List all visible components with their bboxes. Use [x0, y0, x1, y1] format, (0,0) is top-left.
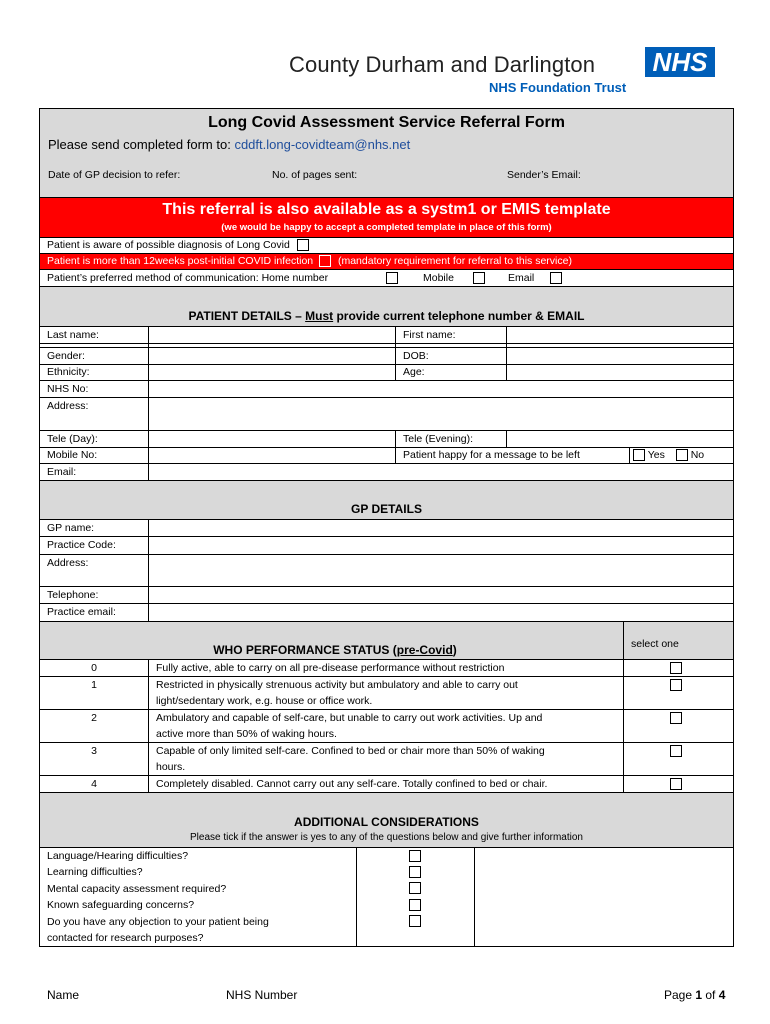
address-label: Address:: [47, 400, 89, 412]
patient-heading-row: [40, 287, 733, 327]
mobile-checkbox[interactable]: [473, 272, 485, 284]
comm-mobile-label: Mobile: [423, 272, 454, 284]
who-select-checkbox[interactable]: [670, 679, 682, 691]
patient-heading: PATIENT DETAILS – Must provide current telephone number & EMAIL: [188, 309, 585, 323]
who-description: [148, 743, 623, 775]
q-language-checkbox[interactable]: [409, 850, 421, 862]
gender-row: [40, 348, 733, 365]
message-no-checkbox[interactable]: [676, 449, 688, 461]
gp-name-label: GP name:: [47, 522, 95, 534]
who-select-cell: [623, 677, 733, 709]
home-number-checkbox[interactable]: [386, 272, 398, 284]
who-rows: [40, 660, 733, 793]
q-learning-checkbox[interactable]: [409, 866, 421, 878]
address-row: [40, 398, 733, 431]
template-banner: [40, 198, 733, 238]
additional-heading-row: [40, 793, 733, 848]
infection-row: [40, 254, 733, 270]
dob-label: DOB:: [395, 348, 506, 364]
referral-form: [39, 108, 734, 947]
who-score: 2: [91, 712, 97, 724]
practice-code-field[interactable]: [148, 537, 733, 554]
nhs-logo: NHS: [645, 47, 715, 77]
who-description: [148, 776, 623, 792]
nhs-no-field[interactable]: [148, 381, 733, 397]
dob-field[interactable]: [506, 348, 733, 364]
communication-row: [40, 270, 733, 287]
who-description-line: Completely disabled. Cannot carry out any self-care. Totally confined to bed or chair.: [156, 778, 548, 790]
footer-name: Name: [47, 988, 80, 1002]
q-mental-capacity-checkbox[interactable]: [409, 882, 421, 894]
banner-subtitle: (we would be happy to accept a completed template in place of this form): [221, 222, 552, 233]
aware-row: [40, 238, 733, 254]
title-block: [40, 109, 733, 198]
who-row: [40, 776, 733, 793]
footer-nhs-number: NHS Number: [226, 988, 298, 1002]
mobile-row: [40, 448, 733, 464]
questions-divider: [356, 848, 357, 946]
aware-checkbox[interactable]: [297, 239, 309, 251]
nhs-no-row: [40, 381, 733, 398]
q-research-line1: Do you have any objection to your patient being: [47, 915, 269, 928]
who-score: 0: [91, 662, 97, 674]
tele-day-label: Tele (Day):: [47, 433, 98, 445]
who-heading: WHO PERFORMANCE STATUS (pre-Covid): [213, 643, 457, 657]
who-description: [148, 660, 623, 676]
who-row: [40, 660, 733, 677]
q-research-line2: contacted for research purposes?: [47, 932, 204, 945]
tele-row: [40, 431, 733, 448]
gender-label: Gender:: [47, 350, 85, 362]
pages-label: No. of pages sent:: [272, 169, 358, 181]
gp-heading-row: [40, 481, 733, 520]
q-learning: Learning difficulties?: [47, 866, 143, 879]
first-name-field[interactable]: [506, 327, 733, 343]
who-score: 1: [91, 679, 97, 691]
practice-code-label: Practice Code:: [47, 539, 116, 551]
send-line: [48, 137, 410, 152]
mobile-no-field[interactable]: [148, 448, 395, 463]
further-info-field[interactable]: [475, 848, 733, 946]
gp-telephone-row: [40, 587, 733, 604]
practice-email-row: [40, 604, 733, 622]
who-row: [40, 677, 733, 710]
who-select-cell: [623, 743, 733, 775]
practice-email-label: Practice email:: [47, 606, 116, 618]
email-label: Email:: [47, 466, 77, 478]
email-row: [40, 464, 733, 481]
infection-checkbox[interactable]: [319, 255, 331, 267]
age-label: Age:: [395, 365, 506, 380]
tele-evening-field[interactable]: [506, 431, 733, 447]
gp-name-row: [40, 520, 733, 537]
first-name-label: First name:: [395, 327, 506, 343]
questions-list: [40, 848, 474, 946]
select-one-label: select one: [623, 622, 733, 659]
q-language: Language/Hearing difficulties?: [47, 850, 189, 862]
q-safeguarding-checkbox[interactable]: [409, 899, 421, 911]
who-select-checkbox[interactable]: [670, 712, 682, 724]
comm-email-label: Email: [508, 272, 535, 284]
ethnicity-field[interactable]: [148, 365, 395, 380]
infection-text: Patient is more than 12weeks post-initial COVID infection: [47, 255, 314, 267]
who-row: [40, 710, 733, 743]
who-select-checkbox[interactable]: [670, 778, 682, 790]
q-mental-capacity: Mental capacity assessment required?: [47, 882, 227, 895]
who-description: [148, 710, 623, 742]
gp-telephone-field[interactable]: [148, 587, 733, 603]
form-title: Long Covid Assessment Service Referral Form: [208, 114, 565, 131]
mobile-no-label: Mobile No:: [47, 449, 98, 461]
who-score: 3: [91, 745, 97, 757]
q-research-checkbox[interactable]: [409, 915, 421, 927]
who-select-cell: [623, 660, 733, 676]
org-name: County Durham and Darlington: [289, 52, 596, 77]
who-description-line: light/sedentary work, e.g. house or office work.: [156, 695, 373, 707]
additional-subheading: Please tick if the answer is yes to any of the questions below and give further information: [190, 832, 583, 843]
ethnicity-row: [40, 365, 733, 381]
last-name-label: Last name:: [47, 329, 99, 341]
age-field[interactable]: [506, 365, 733, 380]
email-field[interactable]: [148, 464, 733, 480]
send-text: Please send completed form to:: [48, 137, 231, 152]
aware-text: Patient is aware of possible diagnosis of Long Covid: [47, 239, 290, 251]
who-select-cell: [623, 776, 733, 792]
comm-label: Patient’s preferred method of communication: Home number: [47, 272, 329, 284]
message-options: [629, 448, 733, 463]
last-name-field[interactable]: [148, 327, 395, 343]
who-description: [148, 677, 623, 709]
practice-code-row: [40, 537, 733, 555]
sender-email-label: Sender’s Email:: [507, 169, 581, 181]
name-row: [40, 327, 733, 344]
gp-telephone-label: Telephone:: [47, 589, 99, 601]
q-safeguarding: Known safeguarding concerns?: [47, 899, 195, 912]
message-label: Patient happy for a message to be left: [395, 448, 629, 463]
nhs-no-label: NHS No:: [47, 383, 89, 395]
infection-note: (mandatory requirement for referral to this service): [337, 255, 572, 267]
message-no-label: No: [690, 449, 705, 461]
who-row: [40, 743, 733, 776]
gp-heading: GP DETAILS: [351, 502, 422, 516]
gp-address-row: [40, 555, 733, 587]
page-indicator: Page 1 of 4: [664, 988, 726, 1002]
address-field[interactable]: [148, 398, 733, 430]
who-description-line: active more than 50% of waking hours.: [156, 728, 337, 740]
who-description-line: Restricted in physically strenuous activity but ambulatory and able to carry out: [156, 679, 518, 691]
who-score: 4: [91, 778, 97, 790]
who-description-line: hours.: [156, 761, 186, 773]
date-label: Date of GP decision to refer:: [48, 169, 181, 181]
who-select-checkbox[interactable]: [670, 745, 682, 757]
who-description-line: Ambulatory and capable of self-care, but unable to carry out work activities. Up and: [156, 712, 543, 724]
practice-email-field[interactable]: [148, 604, 733, 621]
who-select-checkbox[interactable]: [670, 662, 682, 674]
gender-field[interactable]: [148, 348, 395, 364]
additional-heading: ADDITIONAL CONSIDERATIONS: [294, 815, 479, 829]
ethnicity-label: Ethnicity:: [47, 366, 90, 378]
gp-address-label: Address:: [47, 557, 89, 569]
who-description-line: Capable of only limited self-care. Confined to bed or chair more than 50% of waking: [156, 745, 545, 757]
additional-questions: [40, 848, 733, 946]
banner-title: This referral is also available as a systm1 or EMIS template: [162, 201, 611, 218]
gp-address-field[interactable]: [148, 555, 733, 586]
gp-name-field[interactable]: [148, 520, 733, 536]
email-checkbox[interactable]: [550, 272, 562, 284]
tele-evening-label: Tele (Evening):: [395, 431, 506, 447]
message-yes-label: Yes: [647, 449, 665, 461]
who-select-cell: [623, 710, 733, 742]
tele-day-field[interactable]: [148, 431, 395, 447]
who-description-line: Fully active, able to carry on all pre-disease performance without restriction: [156, 662, 505, 674]
who-heading-row: [40, 622, 733, 660]
message-yes-checkbox[interactable]: [633, 449, 645, 461]
send-email-link[interactable]: cddft.long-covidteam@nhs.net: [234, 137, 411, 152]
trust-name: NHS Foundation Trust: [489, 80, 627, 95]
